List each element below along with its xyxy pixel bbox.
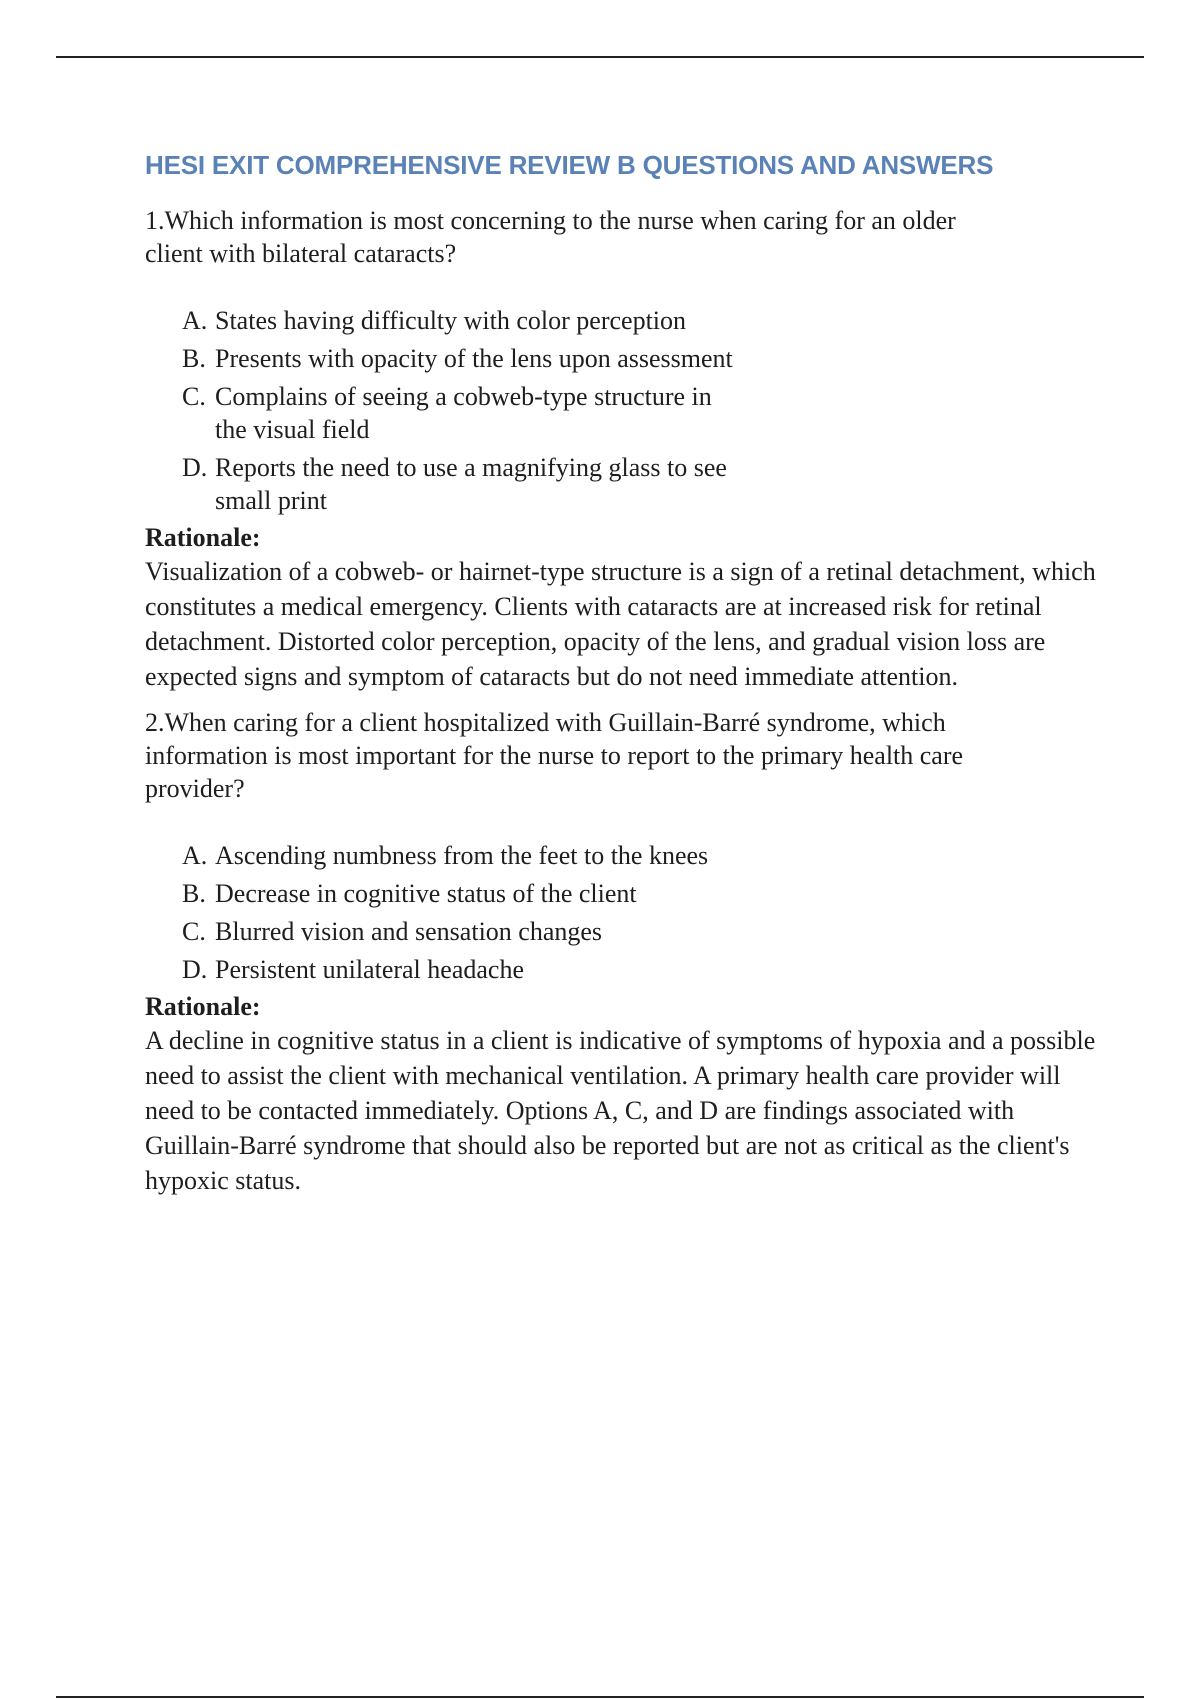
question-stem: Which information is most concerning to the nurse when caring for an older client with bilateral cataracts?	[145, 206, 956, 268]
option-letter: D.	[182, 955, 208, 984]
answer-option	[182, 915, 1105, 948]
answer-options	[182, 304, 1105, 517]
question-number: 2.	[145, 708, 165, 737]
question-stem: When caring for a client hospitalized with Guillain-Barré syndrome, which information is most important for the nurse to report to the primary health care provider?	[145, 708, 964, 803]
option-text: Decrease in cognitive status of the client	[215, 879, 637, 908]
option-text: States having difficulty with color perception	[215, 306, 687, 335]
question-text	[145, 204, 1015, 270]
option-letter: B.	[182, 879, 206, 908]
rationale-label: Rationale:	[145, 523, 261, 552]
document-body	[145, 148, 1105, 1198]
header-rule	[56, 56, 1144, 58]
answer-option	[182, 877, 1105, 910]
option-text: Reports the need to use a magnifying glass to see small print	[215, 453, 727, 515]
answer-option	[182, 342, 1105, 375]
footer-rule	[56, 1696, 1144, 1698]
answer-option	[182, 839, 1105, 872]
answer-option	[182, 380, 1105, 446]
option-text: Blurred vision and sensation changes	[215, 917, 603, 946]
question-block-2	[145, 706, 1105, 1198]
option-text: Persistent unilateral headache	[215, 955, 524, 984]
option-letter: A.	[182, 841, 208, 870]
option-letter: B.	[182, 344, 206, 373]
answer-option	[182, 451, 1105, 517]
question-block-1	[145, 204, 1105, 694]
document-title: HESI EXIT COMPREHENSIVE REVIEW B QUESTIONS AND ANSWERS	[145, 150, 994, 180]
option-text: Complains of seeing a cobweb-type structure in the visual field	[215, 382, 712, 444]
question-text	[145, 706, 1045, 805]
rationale-label: Rationale:	[145, 992, 261, 1021]
option-letter: C.	[182, 382, 206, 411]
answer-option	[182, 304, 1105, 337]
rationale-text: Visualization of a cobweb- or hairnet-type structure is a sign of a retinal detachment, which constitutes a medical emergency. Clients with cataracts are at increased risk for retinal detachment. Distorted color perception, opacity of the lens, and gradual vision loss are expected signs and symptom of cataracts but do not need immediate attention.	[145, 557, 1096, 691]
answer-options	[182, 839, 1105, 986]
option-letter: C.	[182, 917, 206, 946]
question-number: 1.	[145, 206, 165, 235]
option-letter: D.	[182, 453, 208, 482]
option-letter: A.	[182, 306, 208, 335]
option-text: Presents with opacity of the lens upon assessment	[215, 344, 733, 373]
rationale-text: A decline in cognitive status in a client is indicative of symptoms of hypoxia and a possible need to assist the client with mechanical ventilation. A primary health care provider will need to be contacted immediately. Options A, C, and D are findings associated with Guillain-Barré syndrome that should also be reported but are not as critical as the client's hypoxic status.	[145, 1026, 1096, 1195]
option-text: Ascending numbness from the feet to the knees	[215, 841, 709, 870]
answer-option	[182, 953, 1105, 986]
